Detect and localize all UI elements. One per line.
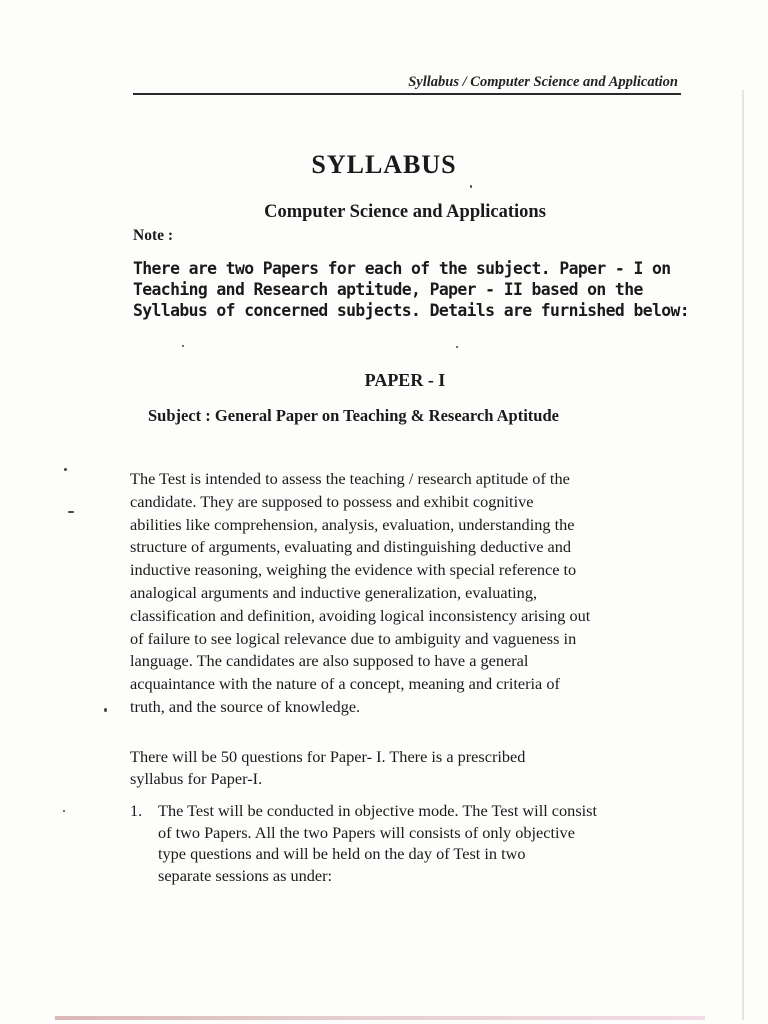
scan-speck: [470, 185, 472, 188]
note-label: Note :: [133, 227, 174, 244]
list-item-line: of two Papers. All the two Papers will consists of only objective: [158, 822, 575, 842]
page-edge-shadow: [742, 90, 744, 1020]
scan-speck: [64, 468, 67, 471]
page-title: SYLLABUS: [311, 150, 457, 179]
intro-line: Syllabus of concerned subjects. Details are furnished below:: [133, 301, 690, 320]
subject-line: Subject : General Paper on Teaching & Research Aptitude: [148, 406, 559, 425]
list-item-line: separate sessions as under:: [158, 865, 333, 885]
body-line: abilities like comprehension, analysis, evaluation, understanding the: [130, 514, 575, 534]
list-item-number: 1.: [130, 801, 143, 820]
header-rule: [133, 93, 681, 95]
body-line: structure of arguments, evaluating and distinguishing deductive and: [130, 537, 572, 557]
body-line: The Test is intended to assess the teaching / research aptitude of the: [130, 469, 570, 488]
intro-line: There are two Papers for each of the subject. Paper - I on: [133, 259, 671, 278]
body-line: classification and definition, avoiding logical inconsistency arising out: [130, 605, 591, 625]
intro-paragraph: [133, 258, 688, 321]
body-line: of failure to see logical relevance due to ambiguity and vagueness in: [130, 628, 577, 648]
paper-heading: PAPER - I: [364, 370, 446, 390]
body-paragraph: [130, 468, 678, 719]
questions-paragraph: [130, 746, 678, 789]
questions-line: syllabus for Paper-I.: [130, 768, 263, 788]
scan-speck: [456, 346, 458, 348]
list-item-line: type questions and will be held on the day of Test in two: [158, 844, 526, 863]
intro-line: Teaching and Research aptitude, Paper - II based on the: [133, 280, 643, 299]
scan-speck: [182, 345, 184, 347]
body-line: candidate. They are supposed to possess and exhibit cognitive: [130, 491, 534, 511]
questions-line: There will be 50 questions for Paper- I. There is a prescribed: [130, 747, 526, 766]
body-line: truth, and the source of knowledge.: [130, 696, 361, 716]
page-subtitle: Computer Science and Applications: [264, 202, 546, 222]
running-header: Syllabus / Computer Science and Application: [408, 74, 678, 90]
scan-speck: [63, 810, 65, 812]
list-item-line: The Test will be conducted in objective mode. The Test will consist: [158, 801, 598, 820]
list-item-text: [158, 800, 683, 886]
scan-speck: [68, 511, 74, 513]
scan-speck: [104, 708, 107, 712]
body-line: analogical arguments and inductive generalization, evaluating,: [130, 582, 538, 602]
body-line: acquaintance with the nature of a concept, meaning and criteria of: [130, 674, 560, 694]
page-bottom-edge: [55, 1016, 705, 1020]
body-line: inductive reasoning, weighing the evidence with special reference to: [130, 560, 577, 580]
body-line: language. The candidates are also supposed to have a general: [130, 651, 529, 671]
